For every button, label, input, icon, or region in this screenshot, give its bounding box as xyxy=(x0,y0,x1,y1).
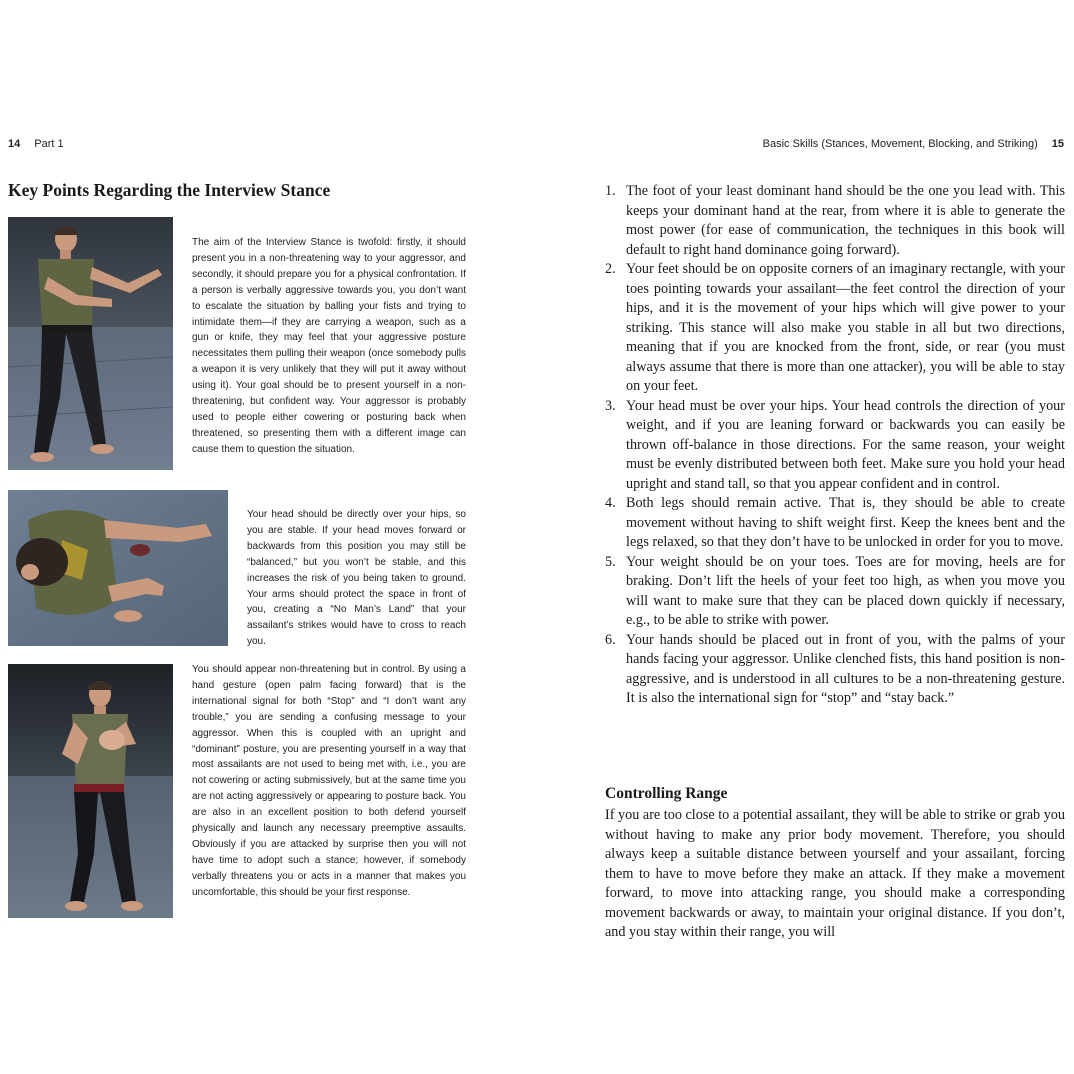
list-item xyxy=(605,553,1065,631)
right-running-head-text: Basic Skills (Stances, Movement, Blocking, and Striking) xyxy=(762,138,1038,150)
right-running-header xyxy=(763,138,1064,150)
list-item xyxy=(605,182,1065,260)
list-item-text: Both legs should remain active. That is, they should be able to create movement without having to shift weight first. Keep the knees bent and the legs relaxed, so that they don’t have to be unlocked in order for you to move. xyxy=(626,495,1065,550)
list-item-text: Your head must be over your hips. Your head controls the direction of your weight, and if you are leaning forward or backwards you can easily be thrown off-balance in those directions. For the same reason, your weight must be evenly distributed between both feet. Make sure you hold your head upright and stand tall, so that you appear confident and in control. xyxy=(626,397,1065,492)
photo-interview-stance-side xyxy=(8,217,173,470)
controlling-range-paragraph: If you are too close to a potential assailant, they will be able to strike or grab you without having to make any prior body movement. Therefore, you should always keep a suitable distance between yourself and your assailant, forcing them to have to move before they make an attack. If they make a movement forward, to move into attacking range, you should make a corresponding movement backwards or away, to maintain your original distance. If you don’t, and you stay within their range, you will xyxy=(605,807,1065,940)
subheading-controlling-range: Controlling Range xyxy=(605,785,728,802)
list-item xyxy=(605,631,1065,709)
photo-interview-stance-overhead xyxy=(8,490,228,646)
section-title: Key Points Regarding the Interview Stance xyxy=(8,180,331,200)
list-item-number: 4. xyxy=(605,495,616,511)
photo-caption-2: Your head should be directly over your hips, so you are stable. If your head moves forward or backwards from this position you may still be “balanced,” but you won’t be stable, and this increases the risk of you being taken to ground. Your arms should protect the space in front of you, creating a “No Man’s Land” that your assailant’s strikes would have to cross to reach you. xyxy=(247,509,466,648)
left-running-header xyxy=(8,138,64,150)
photo-caption-3: You should appear non-threatening but in control. By using a hand gesture (open palm facing forward) that is the international signal for both “Stop” and “I don’t want any trouble,” you are sending a confusing message to your aggressor. When this is coupled with an upright and “dominant” posture, you are presenting yourself in a way that most assailants are not used to being met with, i.e., you are not cowering or acting submissively, but at the same time you are not acting aggressively or appearing to posture back. You are also in an excellent position to both defend yourself physically and launch any necessary preemptive assaults. Obviously if you are attacked by surprise then you will not have time to adopt such a stance; however, if somebody verbally threatens you or acts in a manner that makes you uncomfortable, this should be your first response. xyxy=(192,664,466,898)
list-item-number: 1. xyxy=(605,183,616,199)
list-item-text: Your feet should be on opposite corners of an imaginary rectangle, with your toes pointing towards your assailant—the feet control the direction of your hips, and it is the movement of your hips which will give power to your striking. This stance will also make you stable in all but two directions, meaning that if you are knocked from the front, side, or rear (you must always assume that there is more than one attacker), you will be able to stay on your feet. xyxy=(626,261,1065,394)
list-item xyxy=(605,397,1065,495)
list-item-text: Your hands should be placed out in front of you, with the palms of your hands facing your aggressor. Unlike clenched fists, this hand position is non-aggressive, and is understood in all cultures to be a non-threatening gesture. It is also the international sign for “stop” and “stay back.” xyxy=(626,631,1065,706)
list-item xyxy=(605,494,1065,553)
list-item-number: 2. xyxy=(605,261,616,277)
right-page-number: 15 xyxy=(1051,138,1064,150)
photo-caption-1: The aim of the Interview Stance is twofold: firstly, it should present you in a non-threatening way to your aggressor, and secondly, it should prepare you for a physical confrontation. If a person is verbally aggressive towards you, you don’t want to escalate the situation by balling your fists and trying to intimidate them—if they are carrying a weapon, such as a gun or knife, they may feel that your aggressive posture necessitates them pulling their weapon (once somebody pulls a weapon it is very unlikely that they will put it away without using it). Your goal should be to present yourself in a non-threatening, but confident way. Your aggressor is probably used to people either cowering or posturing back when threatened, so presenting them with a different image can cause them to question the situation. xyxy=(192,237,466,455)
list-item-text: The foot of your least dominant hand should be the one you lead with. This keeps your dominant hand at the rear, from where it is able to generate the most power (for ease of communication, the techniques in this book will default to right hand dominance going forward). xyxy=(626,183,1065,258)
list-item xyxy=(605,260,1065,397)
list-item-text: Your weight should be on your toes. Toes are for moving, heels are for braking. Don’t lift the heels of your feet too high, as when you move you will want to make sure that they can be placed down quickly if necessary, e.g., to be able to strike with power. xyxy=(626,553,1065,628)
left-running-head-text: Part 1 xyxy=(34,138,64,150)
list-item-number: 3. xyxy=(605,397,616,414)
left-page-number: 14 xyxy=(8,138,21,150)
photo-interview-stance-front xyxy=(8,664,173,918)
list-item-number: 5. xyxy=(605,553,616,570)
key-points-list xyxy=(605,182,1065,709)
list-item-number: 6. xyxy=(605,631,616,648)
